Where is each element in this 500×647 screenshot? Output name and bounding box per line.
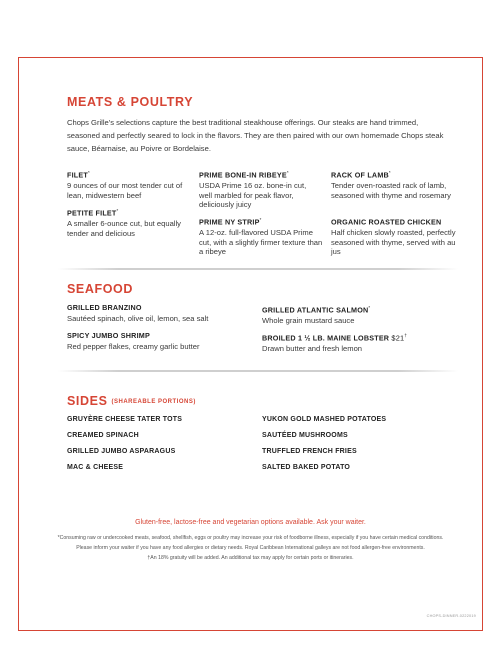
side-item: SAUTÉED MUSHROOMS: [262, 432, 348, 439]
side-item: SALTED BAKED POTATO: [262, 464, 351, 471]
gratuity-disclaimer: †An 18% gratuity will be added. An additional tax may apply for certain ports or itineraries.: [147, 555, 354, 561]
section-divider: [58, 370, 458, 372]
menu-item-atlantic-salmon: [262, 303, 452, 326]
item-description: Tender oven-roasted rack of lamb, seasoned with thyme and rosemary: [331, 180, 451, 200]
item-description: Drawn butter and fresh lemon: [262, 343, 363, 353]
item-description: 9 ounces of our most tender cut of lean, midwestern beef: [67, 180, 183, 200]
side-item: MAC & CHEESE: [67, 464, 124, 471]
item-name: ORGANIC ROASTED CHICKEN: [331, 217, 442, 227]
side-item: TRUFFLED FRENCH FRIES: [262, 448, 357, 455]
item-name: GRILLED BRANZINO: [67, 303, 142, 312]
item-name: BROILED 1 ½ LB. MAINE LOBSTER $21†: [262, 333, 408, 343]
item-name: PETITE FILET*: [67, 208, 119, 218]
item-name: PRIME NY STRIP*: [199, 217, 262, 227]
sides-section-title: SIDES $^{(SHAREABLE PORTIONS)}$: [67, 394, 196, 408]
side-item: GRILLED JUMBO ASPARAGUS: [67, 448, 176, 455]
menu-item-rack-of-lamb: [331, 168, 461, 200]
sides-subtitle: (SHAREABLE PORTIONS): [111, 399, 196, 405]
allergen-disclaimer: Please inform your waiter if you have any food allergies or dietary needs. Royal Caribbean International galleys are not food allergen-free environments.: [76, 545, 425, 551]
dietary-notice: Gluten-free, lactose-free and vegetarian options available. Ask your waiter.: [135, 519, 366, 526]
menu-item-branzino: [67, 303, 257, 323]
menu-item-filet: [67, 168, 192, 200]
item-description: Sautéed spinach, olive oil, lemon, sea salt: [67, 313, 209, 323]
side-item: GRUYÈRE CHEESE TATER TOTS: [67, 416, 183, 423]
item-name: RACK OF LAMB*: [331, 170, 391, 180]
item-description: Half chicken slowly roasted, perfectly seasoned with thyme, served with au jus: [331, 227, 456, 257]
menu-item-roasted-chicken: [331, 215, 456, 257]
menu-item-maine-lobster: [262, 331, 457, 354]
menu-item-jumbo-shrimp: [67, 331, 257, 351]
food-safety-disclaimer: *Consuming raw or undercooked meats, seafood, shellfish, eggs or poultry may increase your risk of foodborne illness, especially if you have certain medical conditions.: [57, 535, 444, 541]
menu-item-petite-filet: [67, 206, 195, 238]
menu-item-prime-ny-strip: [199, 215, 324, 257]
item-name: SPICY JUMBO SHRIMP: [67, 331, 150, 340]
item-description: A smaller 6-ounce cut, but equally tender and delicious: [67, 218, 181, 238]
item-description: Red pepper flakes, creamy garlic butter: [67, 341, 200, 351]
item-name: GRILLED ATLANTIC SALMON*: [262, 305, 371, 315]
item-name: PRIME BONE-IN RIBEYE*: [199, 170, 289, 180]
item-description: A 12-oz. full-flavored USDA Prime cut, with a slightly firmer texture than a ribeye: [199, 227, 323, 257]
section-divider: [58, 268, 458, 270]
item-name: FILET*: [67, 170, 90, 180]
meats-section-title: MEATS & POULTRY: [67, 95, 194, 109]
meats-intro: Chops Grille's selections capture the best traditional steakhouse offerings. Our steaks are hand trimmed, seasoned and perfectly seared to lock in the flavors. They are then paired with our own homemade Chops steak sauce, Béarnaise, au Poivre or Bordelaise.: [67, 118, 444, 153]
side-item: YUKON GOLD MASHED POTATOES: [262, 416, 387, 423]
item-description: Whole grain mustard sauce: [262, 315, 355, 325]
menu-code: CHOPS-DINNER-0222019: [426, 614, 476, 618]
menu-item-prime-ribeye: [199, 168, 314, 210]
item-price: $21: [391, 333, 405, 343]
side-item: CREAMED SPINACH: [67, 432, 139, 439]
seafood-section-title: SEAFOOD: [67, 282, 134, 296]
item-description: USDA Prime 16 oz. bone-in cut, well marbled for peak flavor, deliciously juicy: [199, 180, 307, 210]
